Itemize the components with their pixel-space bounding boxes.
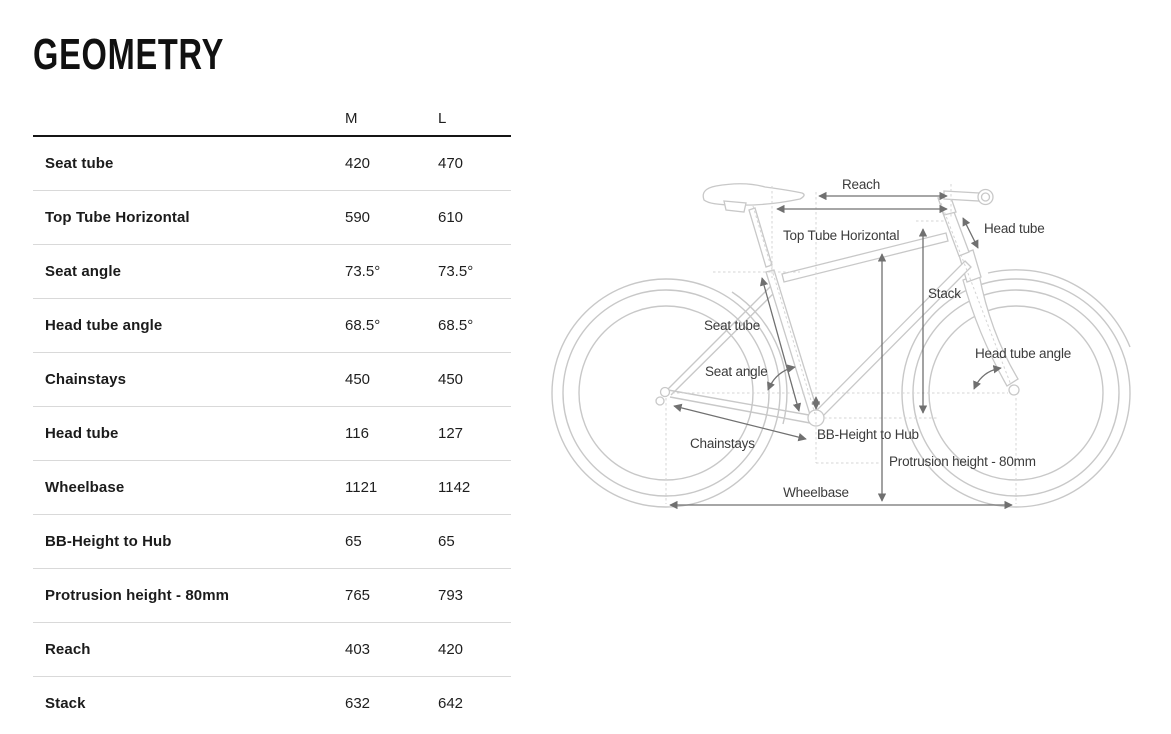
row-label: Chainstays [45,371,127,388]
value-m: 403 [345,641,371,658]
value-m: 65 [345,533,362,550]
value-m: 420 [345,155,371,172]
value-l: 68.5° [438,317,474,334]
table-row [33,461,511,515]
row-label: Top Tube Horizontal [45,209,190,226]
saddle-clamp [724,201,746,212]
diagram-label-top-tube-horizontal: Top Tube Horizontal [783,228,900,243]
row-label: Head tube [45,425,119,442]
rear-derailleur [656,397,664,405]
head-tube-angle-arc [974,368,1001,389]
value-l: 642 [438,695,464,712]
table-row [33,677,511,730]
row-label: Seat angle [45,263,122,280]
front-hub [1009,385,1019,395]
saddle [703,184,804,205]
diagram-label-bb-height-to-hub: BB-Height to Hub [817,427,919,442]
row-label: BB-Height to Hub [45,533,172,550]
diagram-label-head-tube-angle: Head tube angle [975,346,1072,361]
table-row [33,299,511,353]
row-label: Seat tube [45,155,114,172]
row-label: Stack [45,695,86,712]
diagram-label-seat-angle: Seat angle [705,364,768,379]
value-m: 1121 [345,479,378,496]
value-l: 65 [438,533,455,550]
bike-geometry-diagram [545,150,1171,530]
diagram-label-wheelbase: Wheelbase [783,485,849,500]
value-l: 470 [438,155,464,172]
value-l: 610 [438,209,464,226]
table-row [33,515,511,569]
table-row [33,353,511,407]
diagram-labels [690,177,1071,500]
page-title: GEOMETRY [33,30,225,79]
diagram-label-seat-tube: Seat tube [704,318,760,333]
table-header-row [33,86,511,137]
table-row [33,191,511,245]
seatpost [749,208,772,267]
table-row [33,407,511,461]
diagram-label-chainstays: Chainstays [690,436,755,451]
column-header-l: L [438,110,447,127]
front-fender [988,270,1130,347]
value-m: 116 [345,425,369,442]
value-m: 590 [345,209,371,226]
geometry-table [33,86,511,730]
row-label: Wheelbase [45,479,125,496]
handlebar-grip-inner [982,193,990,201]
diagram-label-protrusion-height: Protrusion height - 80mm [889,454,1036,469]
value-l: 793 [438,587,464,604]
value-l: 73.5° [438,263,474,280]
value-m: 632 [345,695,371,712]
value-m: 68.5° [345,317,381,334]
seat-tube [766,270,819,418]
rear-hub [661,388,670,397]
column-header-m: M [345,110,358,127]
row-label: Reach [45,641,91,658]
diagram-label-stack: Stack [928,286,961,301]
row-label: Head tube angle [45,317,163,334]
value-l: 420 [438,641,464,658]
value-m: 73.5° [345,263,381,280]
diagram-label-head-tube: Head tube [984,221,1045,236]
stem [944,191,979,201]
table-row [33,623,511,677]
row-label: Protrusion height - 80mm [45,587,230,604]
table-row [33,137,511,191]
value-l: 127 [438,425,464,442]
table-row [33,245,511,299]
value-l: 450 [438,371,464,388]
value-m: 450 [345,371,371,388]
table-row [33,569,511,623]
chainstay-tubes [668,390,810,423]
seat-angle-arc [768,367,795,390]
value-m: 765 [345,587,371,604]
value-l: 1142 [438,479,471,496]
diagram-label-reach: Reach [841,177,881,192]
